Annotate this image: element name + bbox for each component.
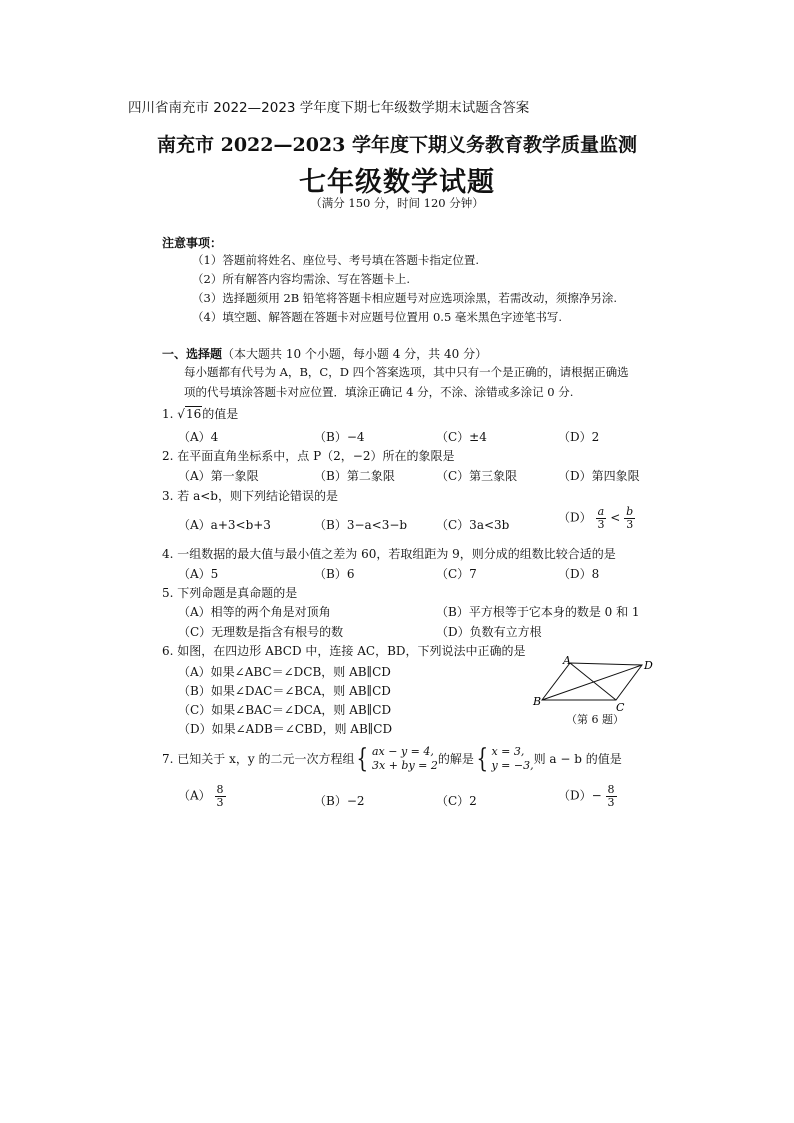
fraction-numerator: a [597, 505, 605, 518]
diagonal-ac [570, 663, 616, 700]
question-5: 5. 下列命题是真命题的是 [162, 586, 298, 600]
fraction [215, 784, 226, 808]
vertex-label-a: A [563, 654, 571, 667]
section-description: 每小题都有代号为 A，B，C，D 四个答案选项，其中只有一个是正确的，请根据正确选 [184, 365, 629, 379]
fraction-numerator: 8 [216, 783, 224, 796]
section-title: 一、选择题 [162, 347, 223, 361]
option-d [558, 784, 617, 808]
option-b: （B）−2 [314, 794, 365, 808]
option-b: （B）6 [314, 567, 355, 581]
section-title-note: （本大题共 10 个小题，每小题 4 分，共 40 分） [222, 347, 488, 361]
option-d [558, 506, 635, 530]
question-1 [162, 405, 238, 422]
option-c: （C）2 [436, 794, 477, 808]
exam-duration: （满分 150 分，时间 120 分钟） [310, 196, 484, 210]
sqrt-expression: √16 [177, 407, 202, 421]
question-text: 的值是 [202, 407, 239, 421]
fraction-denominator: 3 [607, 795, 615, 809]
section-heading [162, 345, 487, 362]
option-b: （B）如果∠DAC＝∠BCA，则 AB∥CD [178, 684, 391, 698]
brace-icon: { [476, 743, 488, 774]
question-4: 4. 一组数据的最大值与最小值之差为 60，若取组距为 9，则分成的组数比较合适的是 [162, 547, 616, 561]
note-item: （2）所有解答内容均需涂、写在答题卡上. [192, 272, 410, 286]
document-caption: 四川省南充市 2022—2023 学年度下期七年级数学期末试题含答案 [128, 100, 530, 116]
question-2: 2. 在平面直角坐标系中，点 P（2，−2）所在的象限是 [162, 449, 455, 463]
radicand: 16 [185, 407, 202, 421]
question-text: 7. 已知关于 x，y 的二元一次方程组 [162, 752, 355, 767]
fraction-denominator: 3 [216, 795, 224, 809]
option-a: （A）第一象限 [178, 469, 259, 483]
option-a: （A）相等的两个角是对顶角 [178, 605, 331, 619]
note-item: （3）选择题须用 2B 铅笔将答题卡相应题号对应选项涂黑，若需改动，须擦净另涂. [192, 291, 618, 305]
equation-system [354, 745, 437, 773]
fraction [595, 506, 606, 530]
option-a: （A）如果∠ABC＝∠DCB，则 AB∥CD [178, 665, 391, 679]
section-description: 项的代号填涂答题卡对应位置．填涂正确记 4 分，不涂、涂错或多涂记 0 分. [184, 385, 574, 399]
option-c: （C）第三象限 [436, 469, 518, 483]
minus-sign: − [591, 788, 602, 803]
option-a: （A）a+3<b+3 [178, 518, 271, 532]
option-a: （A）4 [178, 430, 219, 444]
option-c: （C）如果∠BAC＝∠DCA，则 AB∥CD [178, 703, 392, 717]
question-7 [162, 745, 622, 773]
quadrilateral-figure [530, 654, 660, 714]
option-label: （D） [558, 510, 592, 525]
option-d: （D）第四象限 [558, 469, 640, 483]
equation-row: 3x + by = 2 [372, 758, 438, 772]
option-b: （B）3−a<3−b [314, 518, 408, 532]
option-c: （C）3a<3b [436, 518, 510, 532]
exam-title: 南充市 2022—2023 学年度下期义务教育教学质量监测 [157, 134, 637, 156]
option-d: （D）2 [558, 430, 600, 444]
option-a: （A）5 [178, 567, 219, 581]
option-b: （B）第二象限 [314, 469, 395, 483]
equation-row: y = −3, [491, 758, 534, 772]
fraction-numerator: 8 [607, 783, 615, 796]
option-label: （A） [178, 788, 211, 803]
notes-heading: 注意事项： [162, 236, 223, 250]
option-c: （C）7 [436, 567, 477, 581]
option-a [178, 784, 226, 808]
fraction-denominator: 3 [626, 517, 634, 531]
solution-system [474, 745, 534, 773]
vertex-label-d: D [644, 659, 653, 672]
diagonal-bd [542, 665, 642, 700]
exam-subject-title: 七年级数学试题 [299, 167, 495, 198]
option-c: （C）无理数是指含有根号的数 [178, 625, 344, 639]
question-text: 的解是 [437, 752, 474, 767]
figure-caption: （第 6 题） [566, 713, 624, 726]
fraction [606, 784, 617, 808]
equation-row: ax − y = 4, [372, 745, 434, 758]
option-label: （D） [558, 788, 592, 803]
question-3: 3. 若 a<b，则下列结论错误的是 [162, 489, 338, 503]
vertex-label-b: B [533, 695, 542, 708]
fraction [624, 506, 635, 530]
note-item: （1）答题前将姓名、座位号、考号填在答题卡指定位置. [192, 253, 479, 267]
question-text: 则 a − b 的值是 [533, 752, 622, 767]
brace-icon: { [356, 743, 369, 774]
note-item: （4）填空题、解答题在答题卡对应题号位置用 0.5 毫米黑色字迹笔书写. [192, 310, 563, 324]
fraction-numerator: b [626, 505, 634, 518]
question-6: 6. 如图，在四边形 ABCD 中，连接 AC，BD，下列说法中正确的是 [162, 644, 526, 658]
vertex-label-c: C [616, 701, 625, 714]
option-b: （B）平方根等于它本身的数是 0 和 1 [436, 605, 640, 619]
question-number: 1. [162, 407, 174, 421]
relation-sign: < [610, 510, 621, 525]
option-d: （D）8 [558, 567, 600, 581]
option-c: （C）±4 [436, 430, 487, 444]
option-b: （B）−4 [314, 430, 365, 444]
equation-row: x = 3, [491, 745, 525, 758]
fraction-denominator: 3 [597, 517, 605, 531]
option-d: （D）如果∠ADB＝∠CBD，则 AB∥CD [178, 722, 393, 736]
option-d: （D）负数有立方根 [436, 625, 542, 639]
